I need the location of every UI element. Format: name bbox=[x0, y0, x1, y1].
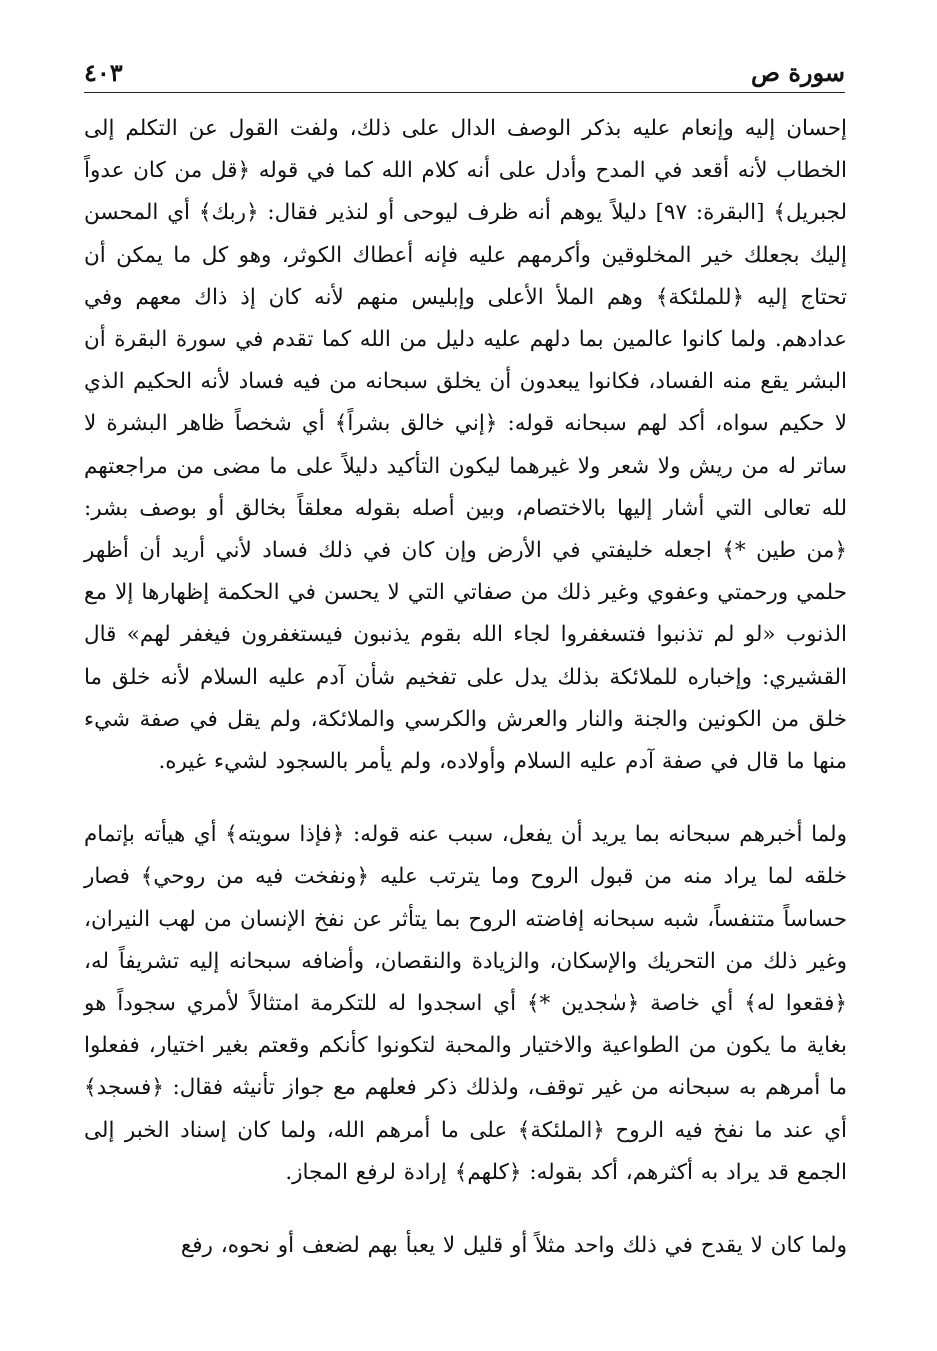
page-header bbox=[84, 56, 845, 93]
page-number: ٤٠٣ bbox=[84, 58, 123, 87]
paragraph-3: ولما كان لا يقدح في ذلك واحد مثلاً أو قليل لا يعبأ بهم لضعف أو نحوه، رفع bbox=[180, 1233, 847, 1259]
surah-title: سورة ص bbox=[750, 58, 845, 87]
paragraph-1: إحسان إليه وإنعام عليه بذكر الوصف الدال على ذلك، ولفت القول عن التكلم إلى الخطاب لأنه أقعد في المدح وأدل على أنه كلام الله كما في قوله ﴿قل من كان عدواً لجبريل﴾ [البقرة: ٩٧] دليلاً يوهم أنه ظرف ليوحى أو لنذير فقال: ﴿ربك﴾ أي المحسن إليك بجعلك خير المخلوقين وأكرمهم عليه فإنه أعطاك الكوثر، وهو كل ما يمكن أن تحتاج إليه ﴿للملئكة﴾ وهم الملأ الأعلى وإبليس منهم لأنه كان إذ ذاك معهم وفي عدادهم. ولما كانوا عالمين بما دلهم عليه دليل من الله كما تقدم في سورة البقرة أن البشر يقع منه الفساد، فكانوا يبعدون أن يخلق سبحانه من فيه فساد لأنه الحكيم الذي لا حكيم سواه، أكد لهم سبحانه قوله: ﴿إني خالق بشراً﴾ أي شخصاً ظاهر البشرة لا ساتر له من ريش ولا شعر ولا غيرهما ليكون التأكيد دليلاً على ما مضى من مراجعتهم لله تعالى التي أشار إليها بالاختصام، وبين أصله بقوله معلقاً بخالق أو بوصف بشر: ﴿من طين *﴾ اجعله خليفتي في الأرض وإن كان في ذلك فساد لأني أريد أن أظهر حلمي ورحمتي وعفوي وغير ذلك من صفاتي التي لا يحسن في الحكمة إظهارها إلا مع الذنوب «لو لم تذنبوا فتسغفروا لجاء الله بقوم يذنبون فيستغفرون فيغفر لهم» قال القشيري: وإخباره للملائكة بذلك يدل على تفخيم شأن آدم عليه السلام لأنه خلق ما خلق من الكونين والجنة والنار والعرش والكرسي والملائكة، ولم يقل في صفة شيء منها ما قال في صفة آدم عليه السلام وأولاده، ولم يأمر بالسجود لشيء غيره. bbox=[84, 116, 847, 775]
paragraph-2: ولما أخبرهم سبحانه بما يريد أن يفعل، سبب عنه قوله: ﴿فإذا سويته﴾ أي هيأته بإتمام خلقه لما يراد منه من قبول الروح وما يترتب عليه ﴿ونفخت فيه من روحي﴾ فصار حساساً متنفساً، شبه سبحانه إفاضته الروح بما يتأثر عن نفخ الإنسان من لهب النيران، وغير ذلك من التحريك والإسكان، والزيادة والنقصان، وأضافه سبحانه إليه تشريفاً له، ﴿فقعوا له﴾ أي خاصة ﴿سٰجدين *﴾ أي اسجدوا له للتكرمة امتثالاً لأمري سجوداً هو بغاية ما يكون من الطواعية والاختيار والمحبة لتكونوا كأنكم وقعتم بغير اختيار، ففعلوا ما أمرهم به سبحانه من غير توقف، ولذلك ذكر فعلهم مع جواز تأنيثه فقال: ﴿فسجد﴾ أي عند ما نفخ فيه الروح ﴿الملئكة﴾ على ما أمرهم الله، ولما كان إسناد الخبر إلى الجمع قد يراد به أكثرهم، أكد بقوله: ﴿كلهم﴾ إرادة لرفع المجاز. bbox=[84, 822, 847, 1185]
page-body bbox=[84, 108, 847, 1267]
